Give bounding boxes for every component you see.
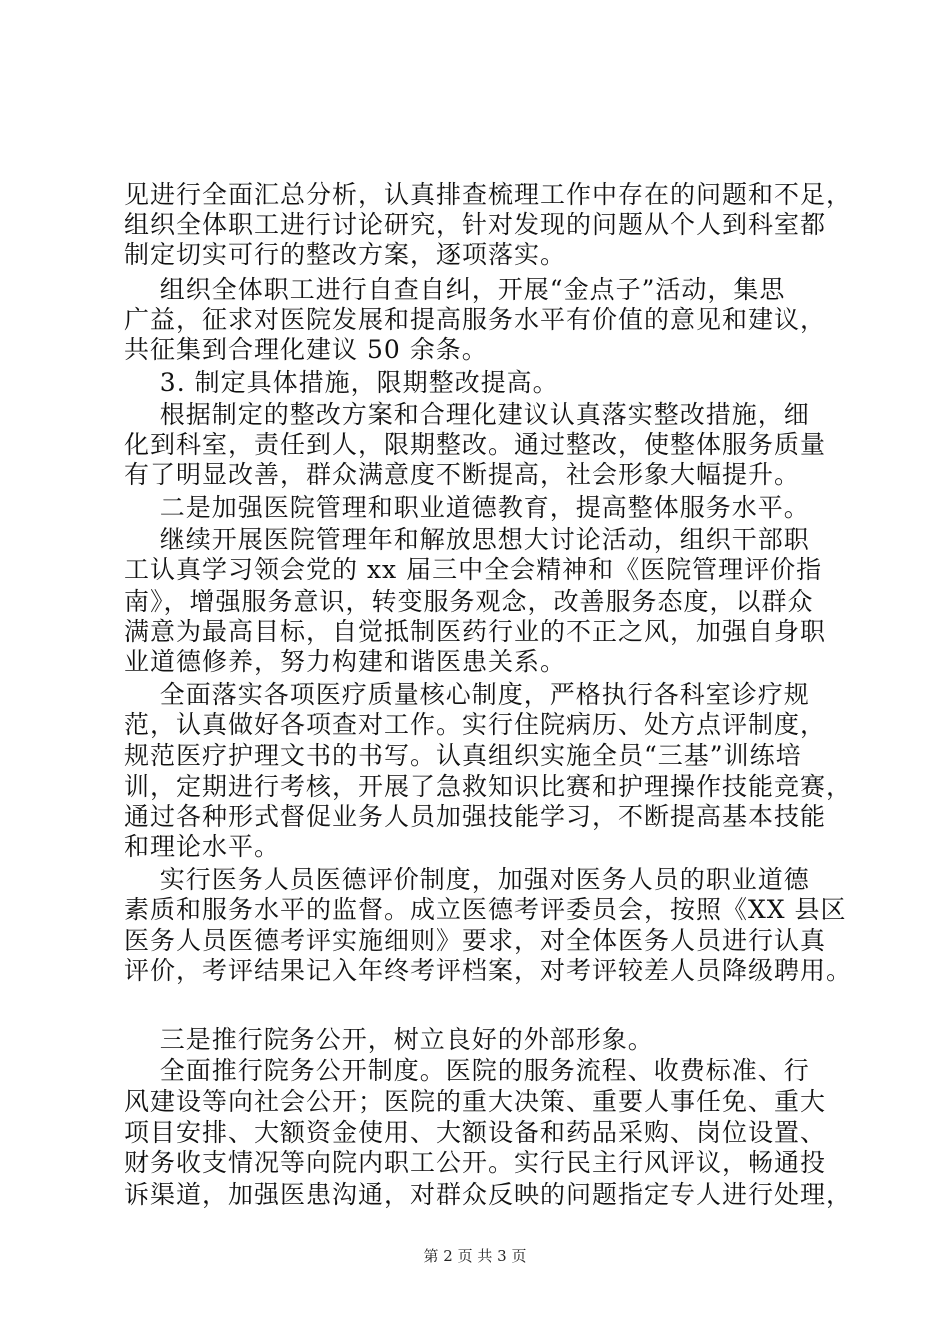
body-text-line: 财务收支情况等向院内职工公开。实行民主行风评议，畅通投 [124, 1148, 827, 1177]
body-text-line: 素质和服务水平的监督。成立医德考评委员会，按照《XX 县区 [124, 895, 847, 924]
body-text-line: 诉渠道，加强医患沟通，对群众反映的问题指定专人进行处理， [124, 1180, 853, 1209]
body-text-line: 组织全体职工进行讨论研究，针对发现的问题从个人到科室都 [124, 210, 827, 239]
section-heading: 3. 制定具体措施，限期整改提高。 [124, 368, 559, 397]
body-text-line: 见进行全面汇总分析，认真排查梳理工作中存在的问题和不足， [124, 180, 853, 209]
body-text-line: 工认真学习领会党的 xx 届三中全会精神和《医院管理评价指 [124, 555, 823, 584]
body-text-line: 规范医疗护理文书的书写。认真组织实施全员“三基”训练培 [124, 741, 802, 770]
page-number-footer: 第 2 页 共 3 页 [423, 1247, 527, 1265]
body-text-line: 南》，增强服务意识，转变服务观念，改善服务态度，以群众 [124, 587, 814, 616]
body-text-line: 共征集到合理化建议 50 余条。 [124, 335, 488, 364]
body-text-line: 组织全体职工进行自查自纠，开展“金点子”活动，集思 [124, 275, 786, 304]
body-text-line: 有了明显改善，群众满意度不断提高，社会形象大幅提升。 [124, 460, 801, 489]
body-text-line: 风建设等向社会公开；医院的重大决策、重要人事任免、重大 [124, 1087, 827, 1116]
body-text-line: 通过各种形式督促业务人员加强技能学习，不断提高基本技能 [124, 802, 827, 831]
body-text-line: 全面推行院务公开制度。医院的服务流程、收费标准、行 [124, 1056, 810, 1085]
body-text-line: 项目安排、大额资金使用、大额设备和药品采购、岗位设置、 [124, 1118, 827, 1147]
body-text-line: 实行医务人员医德评价制度，加强对医务人员的职业道德 [124, 865, 810, 894]
body-text-line: 全面落实各项医疗质量核心制度，严格执行各科室诊疗规 [124, 680, 810, 709]
section-heading: 三是推行院务公开，树立良好的外部形象。 [124, 1025, 654, 1054]
body-text-line: 业道德修养，努力构建和谐医患关系。 [124, 647, 567, 676]
body-text-line: 医务人员医德考评实施细则》要求，对全体医务人员进行认真 [124, 926, 827, 955]
body-text-line: 继续开展医院管理年和解放思想大讨论活动，组织干部职 [124, 525, 810, 554]
body-text-line: 满意为最高目标，自觉抵制医药行业的不正之风，加强自身职 [124, 617, 827, 646]
body-text-line: 广益，征求对医院发展和提高服务水平有价值的意见和建议， [124, 305, 827, 334]
body-text-line: 制定切实可行的整改方案，逐项落实。 [124, 240, 567, 269]
body-text-line: 化到科室，责任到人，限期整改。通过整改，使整体服务质量 [124, 430, 827, 459]
body-text-line: 训，定期进行考核，开展了急救知识比赛和护理操作技能竞赛， [124, 772, 853, 801]
body-text-line: 范，认真做好各项查对工作。实行住院病历、处方点评制度， [124, 710, 827, 739]
section-heading: 二是加强医院管理和职业道德教育，提高整体服务水平。 [124, 493, 810, 522]
body-text-line: 评价，考评结果记入年终考评档案，对考评较差人员降级聘用。 [124, 956, 853, 985]
body-text-line: 根据制定的整改方案和合理化建议认真落实整改措施，细 [124, 400, 810, 429]
body-text-line: 和理论水平。 [124, 832, 281, 861]
